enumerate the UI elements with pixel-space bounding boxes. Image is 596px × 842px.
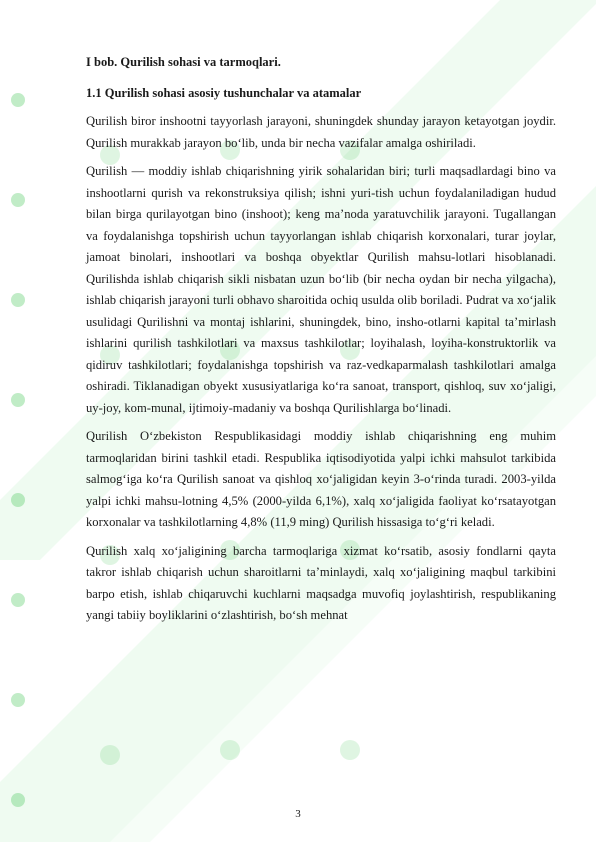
paragraph-1: Qurilish biror inshootni tayyorlash jarayoni, shuningdek shunday jarayon ketayotgan joydir. Qurilish murakkab jarayon bo‘lib, unda bir necha vazifalar amalga oshiriladi. — [86, 114, 556, 150]
paragraph-4: Qurilish xalq xo‘jaligining barcha tarmoqlariga xizmat ko‘rsatib, asosiy fondlarni qayta takror ishlab chiqarish uchun sharoitlarni ta’minlaydi, xalq xo‘jaligining maqbul tarkibini barpo etish, ishlab chiqaruvchi kuchlarni maqsadga muvofiq joylashtirish, respublikaning yangi tabiiy boyliklarini o‘zlashtirish, bo‘sh mehnat — [86, 543, 556, 622]
section-title: 1.1 Qurilish sohasi asosiy tushunchalar va atamalar — [86, 86, 362, 100]
chapter-title: I bob. Qurilish sohasi va tarmoqlari. — [86, 55, 281, 69]
page-number: 3 — [295, 808, 301, 820]
paragraph-2: Qurilish — moddiy ishlab chiqarishning yirik sohalaridan biri; turli maqsadlardagi bino va inshootlarni qurish va rekonstruksiya qilish; ishni yuri-tish uchun foydalaniladigan hudud bilan birga qurilayotgan bino (inshoot); keng ma’noda yaratuvchilik jarayoni. Tugallangan va foydalanishga topshirish uchun tayyorlangan ishlab chiqarish korxonalari, turar joylar, jamoat binolari, inshootlari va boshqa obyektlar Qurilish mahsu-lotlari hisoblanadi. Qurilishda ishlab chiqarish sikli nisbatan uzun bo‘lib (bir necha oydan bir necha yilgacha), ishlab chiqarish jarayoni turli obhavo sharoitida ochiq usulda olib boriladi. Pudrat va xo‘jalik usulidagi Qurilishni va montaj ishlarini, shuningdek, bino, insho-otlarni kapital ta’mirlash ishlarini qurilish tashkilotlari va maxsus tashkilotlar; loyihalash, loyiha-konstruktorlik va qidiruv tashkilotlari; foydalanishga topshirish va raz-vedkaparmalash tashkilotlari amalga oshiradi. Tiklanadigan obyekt xususiyatlariga ko‘ra sanoat, transport, qishloq, suv xo‘jaligi, uy-joy, kom-munal, ijtimoiy-madaniy va boshqa Qurilishlarga bo‘linadi. — [86, 164, 556, 415]
document-page — [86, 54, 556, 634]
paragraph-3: Qurilish O‘zbekiston Respublikasidagi moddiy ishlab chiqarishning eng muhim tarmoqlaridan birini tashkil etadi. Respublika iqtisodiyotida yalpi ichki mahsulot tarkibida salmog‘iga ko‘ra Qurilish sanoat va qishloq xo‘jaligidan keyin 3-o‘rinda turadi. 2003-yilda yalpi ichki mahsu-lotning 4,5% (2000-yilda 6,1%), xalq xo‘jaligida faoliyat ko‘rsatayotgan korxonalar va tashkilotlarning 4,8% (11,9 ming) Qurilish hissasiga to‘g‘ri keladi. — [86, 429, 556, 529]
